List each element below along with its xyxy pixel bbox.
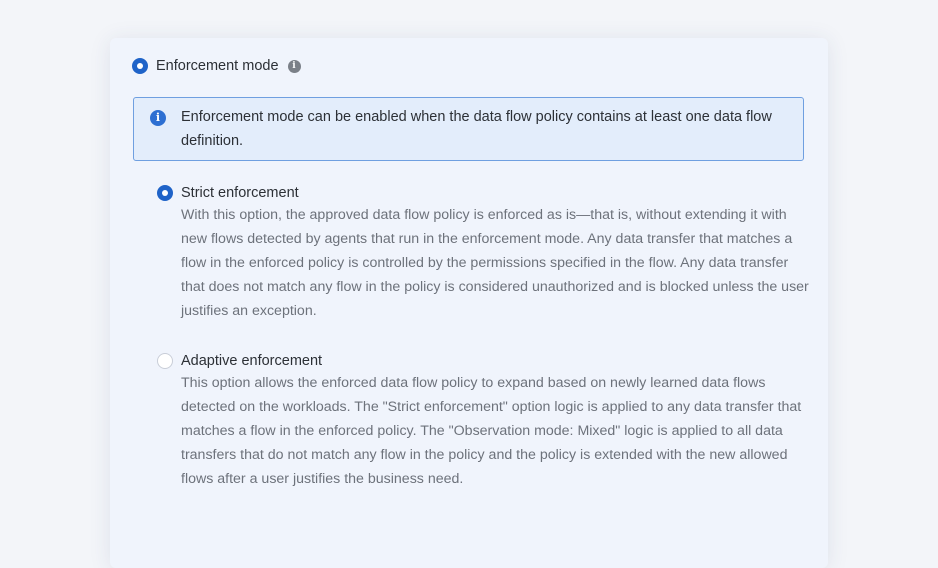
- enforcement-mode-radio[interactable]: [132, 58, 148, 74]
- adaptive-enforcement-title: Adaptive enforcement: [181, 353, 323, 369]
- strict-enforcement-title: Strict enforcement: [181, 185, 299, 201]
- info-circle-icon[interactable]: i: [288, 60, 301, 73]
- enforcement-mode-label: Enforcement mode: [156, 58, 279, 74]
- adaptive-enforcement-radio[interactable]: [157, 353, 173, 369]
- info-banner-text: Enforcement mode can be enabled when the data flow policy contains at least one data flow definition.: [181, 109, 772, 149]
- strict-enforcement-radio[interactable]: [157, 185, 173, 201]
- info-icon: i: [150, 110, 166, 126]
- enforcement-settings-card: [110, 38, 828, 568]
- info-banner: [133, 97, 804, 161]
- adaptive-enforcement-description: This option allows the enforced data flow policy to expand based on newly learned data flows detected on the workloads. The "Strict enforcement" option logic is applied to any data transfer that matches a flow in the enforced policy. The "Observation mode: Mixed" logic is applied to all data transfers that do not match any flow in the policy and the policy is extended with the new allowed flows after a user justifies the business need.: [181, 375, 802, 487]
- enforcement-mode-option[interactable]: [132, 56, 301, 76]
- strict-enforcement-description: With this option, the approved data flow policy is enforced as is—that is, without extending it with new flows detected by agents that run in the enforcement mode. Any data transfer that matches a flow in the enforced policy is controlled by the permissions specified in the flow. Any data transfer that does not match any flow in the policy is considered unauthorized and is blocked unless the user justifies an exception.: [181, 207, 809, 319]
